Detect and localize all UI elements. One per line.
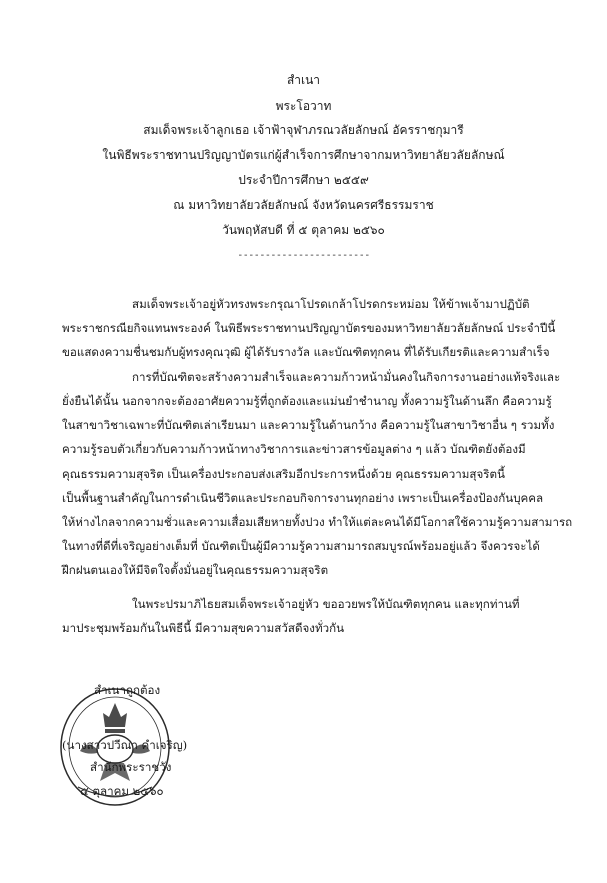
body-line: ในพระปรมาภิไธยสมเด็จพระเจ้าอยู่หัว ขออวยพรให้บัณฑิตทุกคน และทุกท่านที่	[132, 597, 520, 611]
body-line: ยั่งยืนได้นั้น นอกจากจะต้องอาศัยความรู้ที่ถูกต้องและแม่นยำชำนาญ ทั้งความรู้ในด้านลึก คือความรู้	[62, 394, 552, 408]
body-line: ให้ห่างไกลจากความชั่วและความเสื่อมเสียหายทั้งปวง ทำให้แต่ละคนได้มีโอกาสใช้ความรู้ความสามารถ	[62, 515, 573, 529]
signature-date: ๕ ตุลาคม ๒๕๖๐	[80, 784, 164, 798]
body-line: ความรู้รอบตัวเกี่ยวกับความก้าวหน้าทางวิชาการและข่าวสารข้อมูลต่าง ๆ แล้ว บัณฑิตยังต้องมี	[62, 442, 526, 456]
header-separator: ------------------------	[237, 250, 370, 261]
body-line: พระราชกรณียกิจแทนพระองค์ ในพิธีพระราชทานปริญญาบัตรของมหาวิทยาลัยวลัยลักษณ์ ประจำปีนี้	[62, 321, 556, 335]
doc-venue: ณ มหาวิทยาลัยวลัยลักษณ์ จังหวัดนครศรีธรรมราช	[173, 198, 434, 212]
doc-academic-year: ประจำปีการศึกษา ๒๕๕๙	[238, 173, 369, 187]
doc-title: พระโอวาท	[275, 99, 332, 113]
doc-date: วันพฤหัสบดี ที่ ๕ ตุลาคม ๒๕๖๐	[222, 223, 385, 237]
signer-office: สำนักพระราชวัง	[90, 760, 172, 774]
body-line: ฝึกฝนตนเองให้มีจิตใจตั้งมั่นอยู่ในคุณธรรมความสุจริต	[62, 563, 329, 577]
body-line: เป็นพื้นฐานสำคัญในการดำเนินชีวิตและประกอบกิจการงานทุกอย่าง เพราะเป็นเครื่องป้องกันบุคคล	[62, 491, 544, 505]
doc-copy-label: สำเนา	[286, 73, 321, 87]
body-line: ขอแสดงความชื่นชมกับผู้ทรงคุณวุฒิ ผู้ได้รับรางวัล และบัณฑิตทุกคน ที่ได้รับเกียรติและความสำเร็จ	[62, 345, 550, 359]
body-line: ในทางที่ดีที่เจริญอย่างเต็มที่ บัณฑิตเป็นผู้มีความรู้ความสามารถสมบูรณ์พร้อมอยู่แล้ว จึงควรจะได้	[62, 539, 540, 553]
body-line: มาประชุมพร้อมกันในพิธีนี้ มีความสุขความสวัสดีจงทั่วกัน	[62, 621, 345, 635]
certified-copy-label: สำเนาถูกต้อง	[94, 683, 161, 697]
body-line: ในสาขาวิชาเฉพาะที่บัณฑิตเล่าเรียนมา และความรู้ในด้านกว้าง คือความรู้ในสาขาวิชาอื่น ๆ รวมทั้ง	[62, 418, 555, 432]
doc-speaker: สมเด็จพระเจ้าลูกเธอ เจ้าฟ้าจุฬาภรณวลัยลักษณ์ อัครราชกุมารี	[143, 123, 464, 137]
signer-name: (นางสาวปวีณา คำเจริญ)	[62, 738, 188, 752]
body-line: การที่บัณฑิตจะสร้างความสำเร็จและความก้าวหน้ามั่นคงในกิจการงานอย่างแท้จริงและ	[132, 370, 561, 384]
body-line: สมเด็จพระเจ้าอยู่หัวทรงพระกรุณาโปรดเกล้าโปรดกระหม่อม ให้ข้าพเจ้ามาปฏิบัติ	[132, 297, 530, 311]
doc-occasion: ในพิธีพระราชทานปริญญาบัตรแก่ผู้สำเร็จการศึกษาจากมหาวิทยาลัยวลัยลักษณ์	[102, 148, 505, 162]
body-line: คุณธรรมความสุจริต เป็นเครื่องประกอบส่งเสริมอีกประการหนึ่งด้วย คุณธรรมความสุจริตนี้	[62, 467, 505, 481]
